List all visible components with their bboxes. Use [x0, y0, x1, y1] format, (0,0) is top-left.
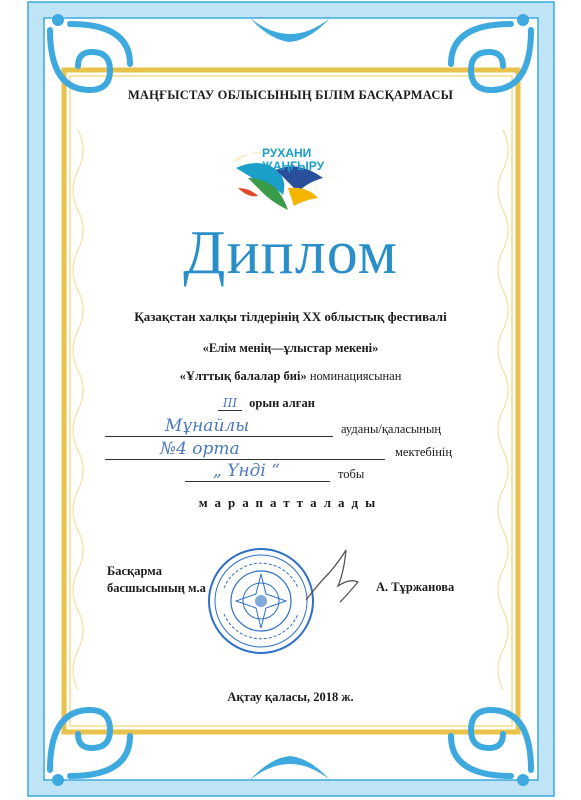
logo-line1: РУХАНИ	[262, 146, 312, 160]
signatory-role-line2: басшысының м.а	[107, 581, 206, 595]
logo-line2: ЖАҢҒЫРУ	[262, 159, 325, 173]
group-label: тобы	[338, 467, 365, 481]
festival-slogan: «Елім менің—ұлыстар мекені»	[202, 341, 379, 355]
school-field	[105, 439, 495, 461]
school-underline	[105, 443, 385, 460]
school-label: мектебінің	[395, 445, 453, 459]
place-label: орын алған	[249, 396, 315, 410]
district-handwritten: Мұнайлы	[165, 416, 250, 436]
signatory-role	[107, 563, 206, 597]
place-value: III	[218, 396, 242, 411]
group-handwritten: „ Үндi “	[213, 461, 280, 481]
awarded-text: марапатталады	[198, 495, 383, 510]
nomination-suffix: номинациясынан	[306, 369, 402, 383]
district-field	[105, 416, 495, 438]
place-line	[218, 396, 315, 411]
group-field	[185, 461, 385, 483]
issuing-authority: МАҢҒЫСТАУ ОБЛЫСЫНЫҢ БІЛІМ БАСҚАРМАСЫ	[127, 88, 454, 102]
signatory-role-line1: Басқарма	[107, 564, 162, 578]
diploma-title: Диплом	[183, 219, 398, 287]
district-label: ауданы/қаласының	[341, 422, 442, 436]
nomination-name: «Ұлттық балалар биі»	[179, 369, 307, 383]
nomination-line	[0, 369, 581, 384]
school-handwritten: №4 орта	[160, 439, 240, 459]
festival-name: Қазақстан халқы тілдерінің XX облыстық фестивалі	[134, 309, 447, 324]
signatory-name: А. Тұржанова	[376, 580, 455, 594]
place-date-footer: Ақтау қаласы, 2018 ж.	[227, 690, 354, 704]
signature-icon	[300, 542, 370, 607]
logo-wordmark	[262, 147, 324, 173]
